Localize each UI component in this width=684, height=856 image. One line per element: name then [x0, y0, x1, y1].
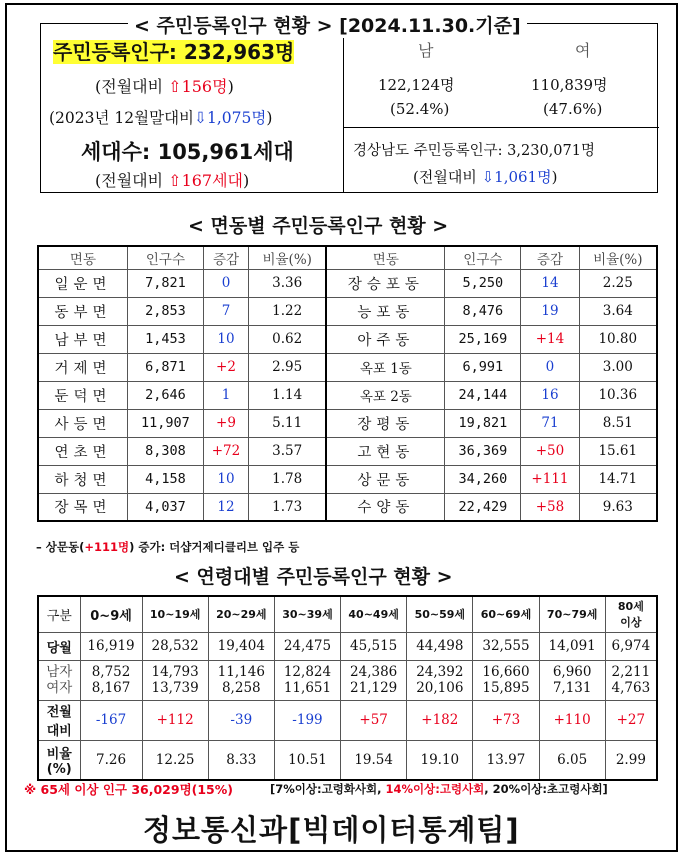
table-row — [38, 740, 657, 780]
change-cell: 12 — [203, 493, 248, 521]
age-gender-cell — [605, 660, 657, 700]
female-value: 7,131 — [552, 680, 592, 696]
district-table — [37, 245, 658, 522]
male-value: 12,824 — [283, 664, 332, 680]
province-change: (전월대비 ⇩1,061명) — [413, 168, 558, 186]
district-name: 능포동 — [326, 297, 444, 325]
age-header: 50~59세 — [407, 596, 473, 632]
age-value: 32,555 — [473, 632, 539, 660]
ratio-cell: 2.95 — [249, 353, 327, 381]
male-value: 24,392 — [416, 664, 464, 680]
age-header: 30~39세 — [274, 596, 340, 632]
divider — [343, 127, 659, 128]
ratio-cell: 1.22 — [249, 297, 327, 325]
divider — [343, 24, 344, 192]
age-gender-cell — [473, 660, 539, 700]
prev-month-change: (전월대비 ⇧156명) — [95, 77, 234, 96]
population-cell: 8,308 — [127, 437, 203, 465]
population-cell: 2,853 — [127, 297, 203, 325]
population-cell: 24,144 — [445, 381, 521, 409]
female-label: 여 — [575, 41, 591, 60]
male-count: 122,124명 — [378, 76, 455, 94]
aging-criteria: [7%이상:고령화사회, 14%이상:고령사회, 20%이상:초고령사회] — [270, 782, 608, 796]
age-value: 19,404 — [208, 632, 274, 660]
ratio-cell: 3.00 — [579, 353, 657, 381]
age-value: 19.54 — [341, 740, 407, 780]
male-value: 8,752 — [91, 664, 131, 680]
age-value: -39 — [208, 700, 274, 740]
table-row — [38, 493, 657, 521]
ratio-cell: 15.61 — [579, 437, 657, 465]
population-cell: 4,158 — [127, 465, 203, 493]
ratio-cell: 1.78 — [249, 465, 327, 493]
population-cell: 25,169 — [445, 325, 521, 353]
age-value: 12.25 — [142, 740, 208, 780]
district-name: 옥포 2동 — [326, 381, 444, 409]
age-header: 구분 — [38, 596, 80, 632]
table-row — [38, 409, 657, 437]
ratio-cell: 8.51 — [579, 409, 657, 437]
ratio-cell: 1.73 — [249, 493, 327, 521]
female-value: 8,258 — [221, 680, 261, 696]
age-value: 8.33 — [208, 740, 274, 780]
male-value: 6,960 — [552, 664, 592, 680]
district-name: 동부면 — [38, 297, 127, 325]
change-cell: +2 — [203, 353, 248, 381]
change-cell: 71 — [521, 409, 579, 437]
age-value: +73 — [473, 700, 539, 740]
table-row — [38, 437, 657, 465]
change-cell: 16 — [521, 381, 579, 409]
column-header: 면동 — [38, 246, 127, 269]
change-cell: 0 — [521, 353, 579, 381]
age-gender-cell — [407, 660, 473, 700]
prev-year-change: (2023년 12월말대비⇩1,075명) — [49, 109, 273, 127]
female-value: 15,895 — [482, 680, 530, 696]
population-cell: 8,476 — [445, 297, 521, 325]
column-header: 비율(%) — [579, 246, 657, 269]
age-gender-cell — [341, 660, 407, 700]
age-gender-cell — [274, 660, 340, 700]
age-value: 10.51 — [274, 740, 340, 780]
table-row — [38, 465, 657, 493]
population-cell: 19,821 — [445, 409, 521, 437]
age-value: 2.99 — [605, 740, 657, 780]
population-cell: 4,037 — [127, 493, 203, 521]
female-value: 8,167 — [91, 680, 131, 696]
table-row — [38, 353, 657, 381]
age-header: 0~9세 — [80, 596, 142, 632]
column-header: 비율(%) — [249, 246, 327, 269]
ratio-cell: 9.63 — [579, 493, 657, 521]
change-cell: 0 — [203, 269, 248, 297]
female-value: 4,763 — [611, 680, 651, 696]
district-name: 사등면 — [38, 409, 127, 437]
change-cell: +58 — [521, 493, 579, 521]
female-count: 110,839명 — [531, 76, 608, 94]
change-cell: +111 — [521, 465, 579, 493]
row-label: 남자 여자 — [38, 660, 80, 700]
age-value: +110 — [539, 700, 605, 740]
table-row — [38, 700, 657, 740]
age-header: 40~49세 — [341, 596, 407, 632]
population-cell: 34,260 — [445, 465, 521, 493]
age-value: +182 — [407, 700, 473, 740]
district-name: 아주동 — [326, 325, 444, 353]
table-row — [38, 660, 657, 700]
age-header: 10~19세 — [142, 596, 208, 632]
change-cell: 19 — [521, 297, 579, 325]
population-cell: 36,369 — [445, 437, 521, 465]
age-gender-cell — [80, 660, 142, 700]
age-header: 70~79세 — [539, 596, 605, 632]
district-name: 연초면 — [38, 437, 127, 465]
summary-box — [40, 23, 658, 193]
district-name: 장승포동 — [326, 269, 444, 297]
male-label: 남 — [418, 41, 434, 60]
reference-date: [2024.11.30.기준] — [339, 15, 521, 37]
female-value: 11,651 — [283, 680, 332, 696]
age-value: 6,974 — [605, 632, 657, 660]
ratio-cell: 3.36 — [249, 269, 327, 297]
male-value: 24,386 — [350, 664, 398, 680]
change-cell: 10 — [203, 325, 248, 353]
column-header: 증감 — [521, 246, 579, 269]
age-value: 13.97 — [473, 740, 539, 780]
ratio-cell: 14.71 — [579, 465, 657, 493]
district-name: 하청면 — [38, 465, 127, 493]
change-cell: 10 — [203, 465, 248, 493]
ratio-cell: 0.62 — [249, 325, 327, 353]
table-row — [38, 632, 657, 660]
total-label: 주민등록인구: — [53, 40, 177, 64]
population-cell: 7,821 — [127, 269, 203, 297]
age-value: 28,532 — [142, 632, 208, 660]
summary-title: < 주민등록인구 현황 > [2024.11.30.기준] — [128, 11, 527, 38]
total-value: 232,963명 — [183, 40, 295, 64]
column-header: 인구수 — [127, 246, 203, 269]
age-value: -167 — [80, 700, 142, 740]
row-label: 당월 — [38, 632, 80, 660]
district-name: 상문동 — [326, 465, 444, 493]
team-name: 정보통신과[빅데이터통계팀] — [143, 813, 520, 847]
table-row — [38, 269, 657, 297]
province-population: 경상남도 주민등록인구: 3,230,071명 — [353, 143, 595, 159]
age-value: 24,475 — [274, 632, 340, 660]
district-name: 고현동 — [326, 437, 444, 465]
district-name: 남부면 — [38, 325, 127, 353]
population-cell: 1,453 — [127, 325, 203, 353]
male-value: 2,211 — [611, 664, 651, 680]
female-percent: (47.6%) — [543, 100, 603, 118]
age-value: +112 — [142, 700, 208, 740]
district-title: < 면동별 주민등록인구 현황 > — [182, 211, 454, 238]
district-name: 옥포 1동 — [326, 353, 444, 381]
population-cell: 5,250 — [445, 269, 521, 297]
district-name: 거제면 — [38, 353, 127, 381]
age-header: 80세 이상 — [605, 596, 657, 632]
ratio-cell: 1.14 — [249, 381, 327, 409]
ratio-cell: 5.11 — [249, 409, 327, 437]
age-gender-cell — [208, 660, 274, 700]
change-cell: +72 — [203, 437, 248, 465]
population-cell: 2,646 — [127, 381, 203, 409]
female-value: 20,106 — [416, 680, 464, 696]
column-header: 증감 — [203, 246, 248, 269]
note-value: +111명 — [84, 540, 130, 554]
age-value: 6.05 — [539, 740, 605, 780]
households-value: 105,961세대 — [157, 140, 294, 164]
age-value: 14,091 — [539, 632, 605, 660]
age-value: 7.26 — [80, 740, 142, 780]
district-name: 장목면 — [38, 493, 127, 521]
ratio-cell: 2.25 — [579, 269, 657, 297]
elderly-footnote: ※ 65세 이상 인구 36,029명(15%) — [24, 782, 233, 797]
households-change: (전월대비 ⇧167세대) — [95, 171, 250, 190]
change-cell: 14 — [521, 269, 579, 297]
column-header: 면동 — [326, 246, 444, 269]
change-cell: +50 — [521, 437, 579, 465]
row-label: 비율 (%) — [38, 740, 80, 780]
ratio-cell: 10.36 — [579, 381, 657, 409]
prev-year-value: ⇩1,075명 — [194, 109, 267, 127]
age-header: 20~29세 — [208, 596, 274, 632]
change-cell: +14 — [521, 325, 579, 353]
total-population — [53, 36, 294, 65]
population-cell: 22,429 — [445, 493, 521, 521]
age-value: 19.10 — [407, 740, 473, 780]
households-change-value: ⇧167세대 — [168, 171, 244, 190]
row-label: 전월 대비 — [38, 700, 80, 740]
district-note: – 상문동(+111명) 증가: 더샵거제디클리브 입주 등 — [36, 540, 300, 554]
age-title: < 연령대별 주민등록인구 현황 > — [168, 562, 459, 589]
population-cell: 11,907 — [127, 409, 203, 437]
households: 세대수: 105,961세대 — [81, 140, 294, 164]
age-header: 60~69세 — [473, 596, 539, 632]
age-gender-cell — [142, 660, 208, 700]
age-value: -199 — [274, 700, 340, 740]
male-percent: (52.4%) — [390, 100, 450, 118]
change-cell: +9 — [203, 409, 248, 437]
age-value: +27 — [605, 700, 657, 740]
ratio-cell: 3.57 — [249, 437, 327, 465]
table-row — [38, 297, 657, 325]
age-table — [37, 595, 658, 781]
district-name: 수양동 — [326, 493, 444, 521]
male-value: 14,793 — [151, 664, 199, 680]
age-gender-cell — [539, 660, 605, 700]
ratio-cell: 10.80 — [579, 325, 657, 353]
age-value: 44,498 — [407, 632, 473, 660]
change-cell: 1 — [203, 381, 248, 409]
province-change-value: ⇩1,061명 — [481, 168, 552, 186]
ratio-cell: 3.64 — [579, 297, 657, 325]
male-value: 11,146 — [217, 664, 265, 680]
prev-month-value: ⇧156명 — [168, 77, 228, 96]
age-value: 45,515 — [341, 632, 407, 660]
district-name: 장평동 — [326, 409, 444, 437]
population-cell: 6,991 — [445, 353, 521, 381]
male-value: 16,660 — [482, 664, 530, 680]
table-row — [38, 381, 657, 409]
female-value: 21,129 — [350, 680, 398, 696]
change-cell: 7 — [203, 297, 248, 325]
table-row — [38, 325, 657, 353]
population-cell: 6,871 — [127, 353, 203, 381]
district-name: 일운면 — [38, 269, 127, 297]
age-value: +57 — [341, 700, 407, 740]
age-value: 16,919 — [80, 632, 142, 660]
female-value: 13,739 — [151, 680, 199, 696]
district-name: 둔덕면 — [38, 381, 127, 409]
column-header: 인구수 — [445, 246, 521, 269]
